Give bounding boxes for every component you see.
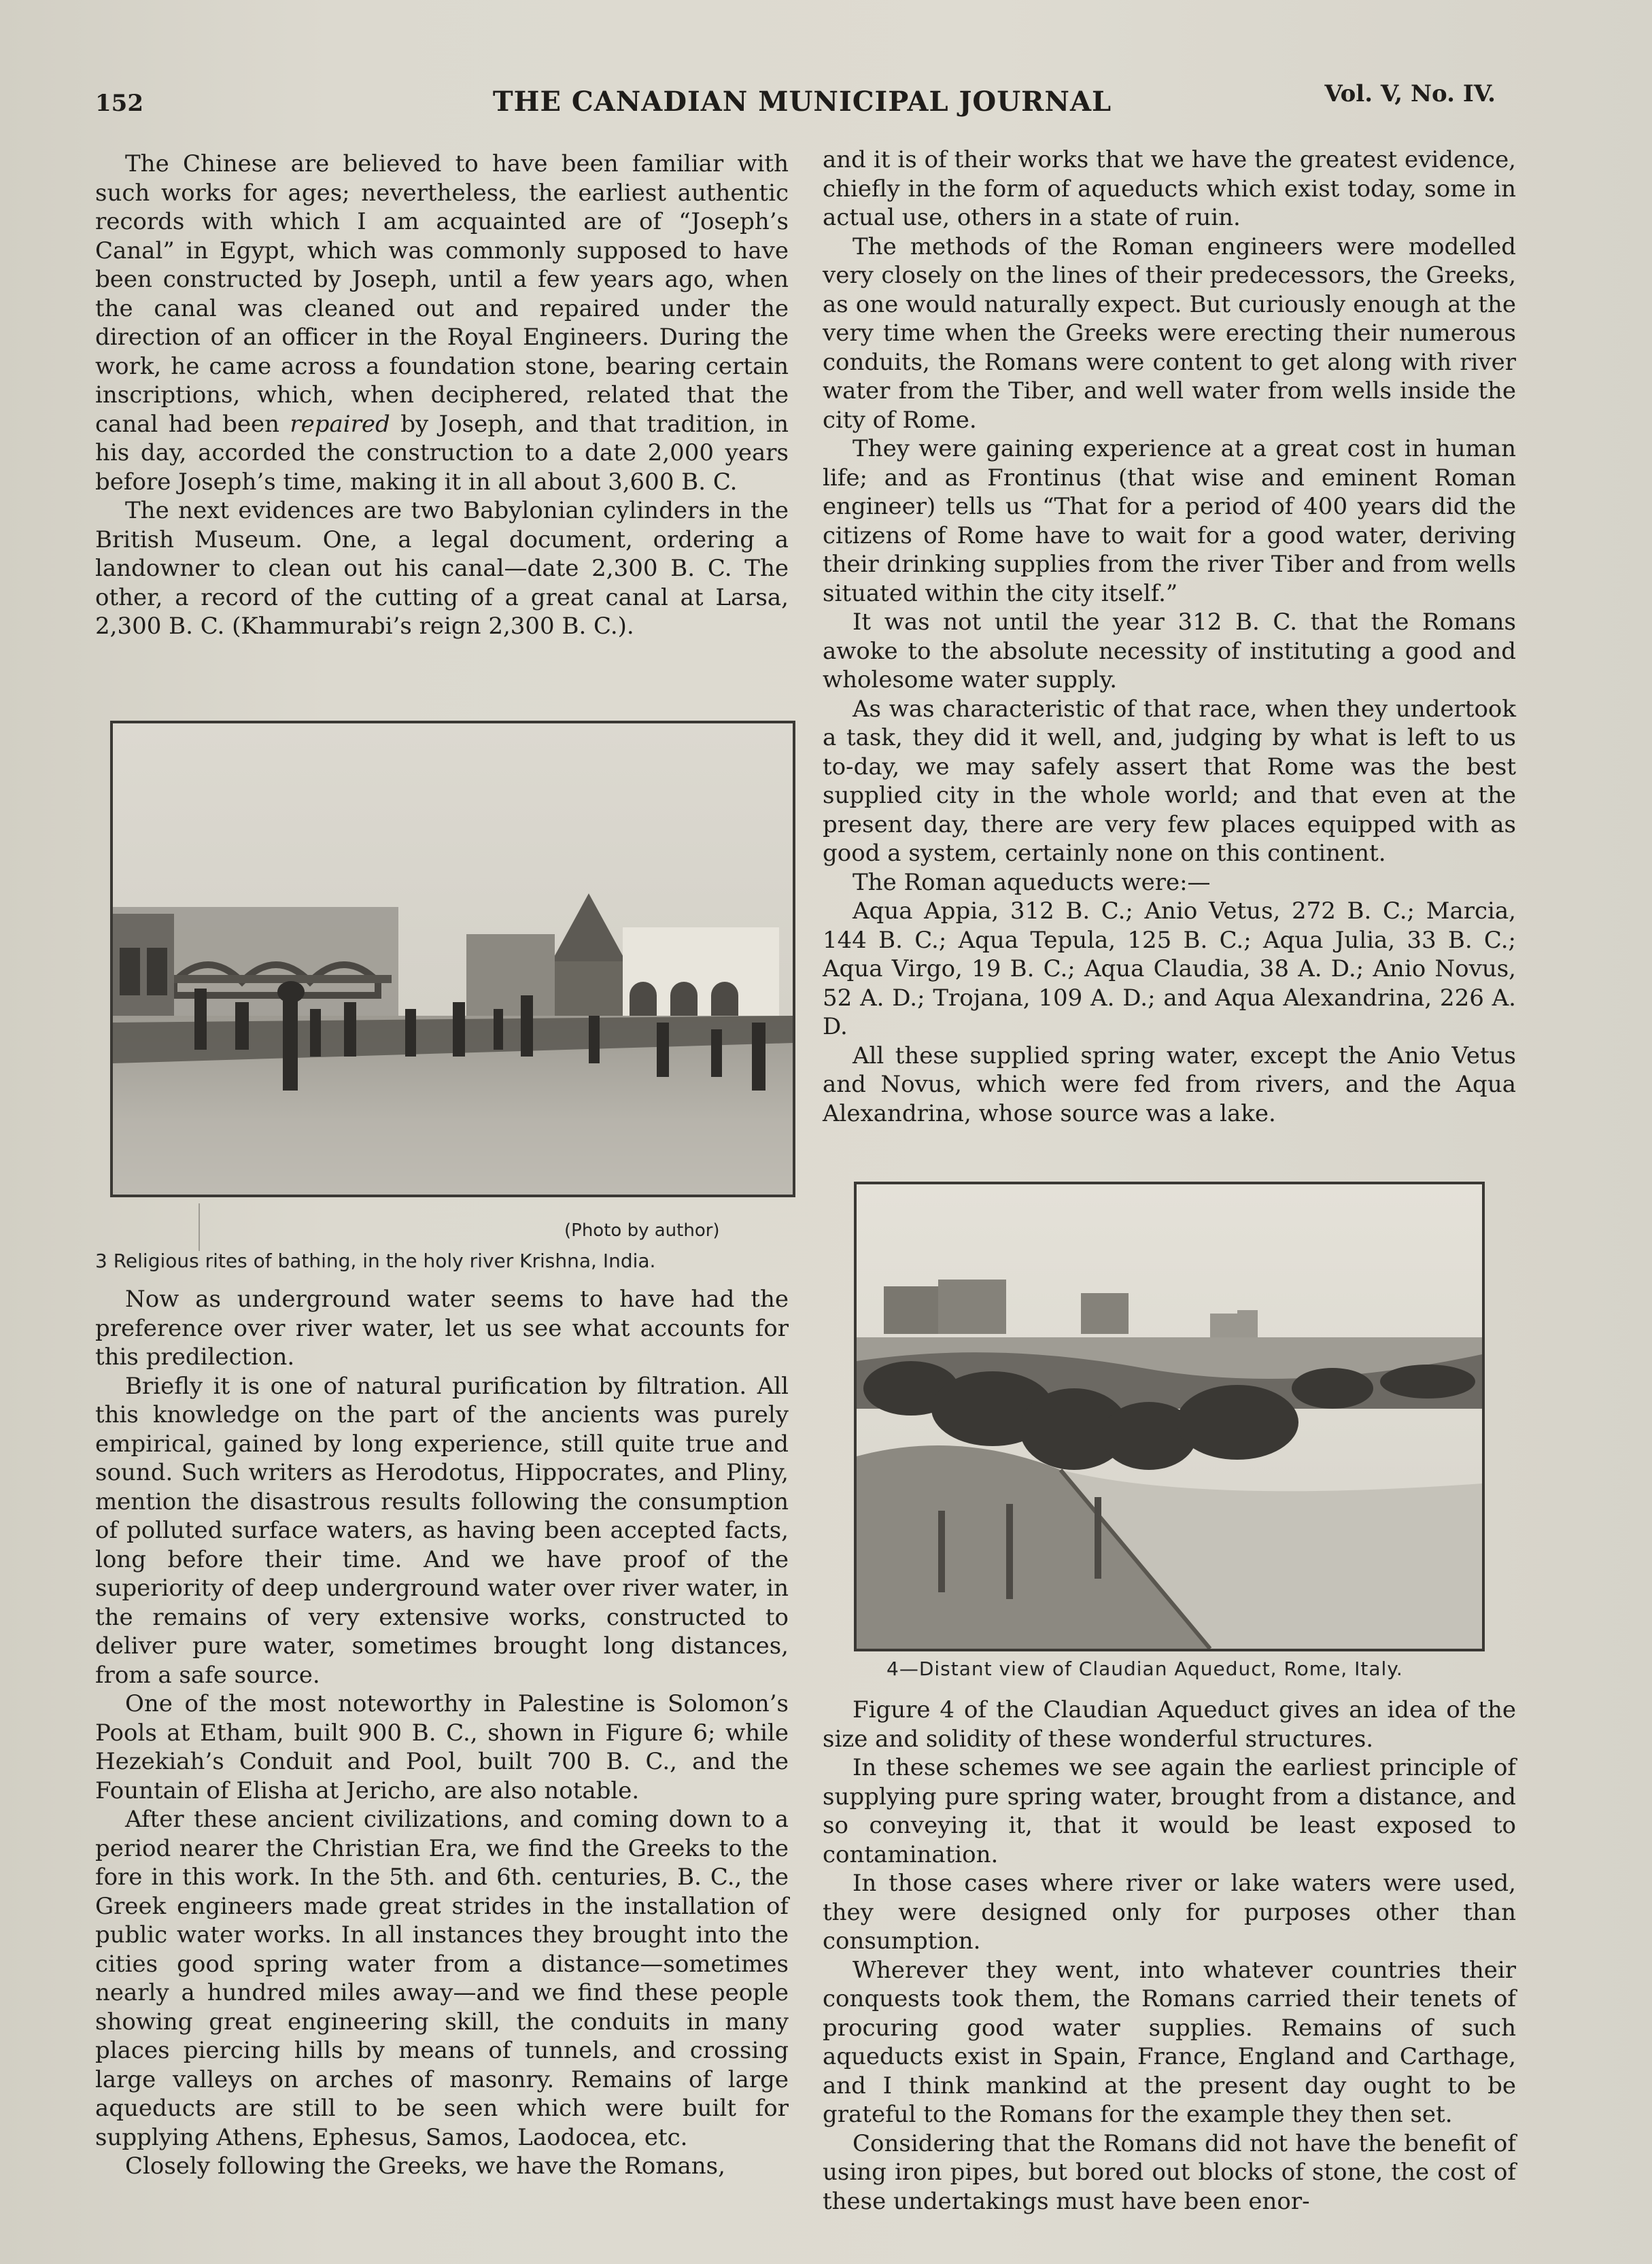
paragraph: Closely following the Greeks, we have the Romans, xyxy=(125,2152,725,2180)
paragraph: The next evidences are two Babylonian cylinders in the British Museum. One, a legal document, ordering a landowner to clean out his canal—date 2,300 B. C. The other, a record of the cutting of a great canal at Larsa, 2,300 B. C. (Khammurabi’s reign 2,300 B. C.). xyxy=(95,497,789,640)
paragraph: Briefly it is one of natural purification by filtration. All this knowledge on the part of the ancients was purely empirical, gained by long experience, still quite true and sound. Such writers as Herodotus, Hippocrates, and Pliny, mention the disastrous results following the consumption of polluted surface waters, as having been accepted facts, long before their time. And we have proof of the superiority of deep underground water over river water, in the remains of very extensive works, constructed to deliver pure water, sometimes brought long distances, from a safe source. xyxy=(95,1372,789,1689)
caption-rule xyxy=(199,1203,200,1251)
paragraph xyxy=(95,150,789,496)
page-header xyxy=(95,80,1509,121)
bathing-river-photo xyxy=(113,723,793,1195)
paragraph: All these supplied spring water, except the Anio Vetus and Novus, which were fed from rivers, and the Aqua Alexandrina, whose source was a lake. xyxy=(823,1042,1516,1127)
paragraph: After these ancient civilizations, and coming down to a period nearer the Christian Era, we find the Greeks to the fore in this work. In the 5th. and 6th. centuries, B. C., the Greek engineers made great strides in the installation of public water works. In all instances they brought into the cities good spring water from a distance—sometimes nearly a hundred miles away—and we find these people showing great engineering skill, the conduits in many places piercing hills by means of tunnels, and crossing large valleys on arches of masonry. Remains of large aqueducts are still to be seen which were built for supplying Athens, Ephesus, Samos, Laodocea, etc. xyxy=(95,1806,789,2151)
page-number: 152 xyxy=(95,90,143,117)
left-column-lower xyxy=(95,1285,789,2181)
paragraph: Considering that the Romans did not have the benefit of using iron pipes, but bored out blocks of stone, the cost of these undertakings must have been enor- xyxy=(823,2129,1516,2215)
left-column xyxy=(95,150,789,641)
paragraph: and it is of their works that we have the greatest evidence, chiefly in the form of aqueducts which exist today, some in actual use, others in a state of ruin. xyxy=(823,146,1516,231)
volume-label: Vol. V, No. IV. xyxy=(1324,80,1496,107)
emphasis-text: repaired xyxy=(290,410,390,438)
paragraph: They were gaining experience at a great cost in human life; and as Frontinus (that wise and eminent Roman engineer) tells us “That for a period of 400 years did the citizens of Rome have to wait for a good water, deriving their drinking supplies from the river Tiber and from wells situated within the city itself.” xyxy=(823,435,1516,607)
paragraph: Now as underground water seems to have had the preference over river water, let us see what accounts for this predilection. xyxy=(95,1286,789,1371)
right-column xyxy=(823,145,1516,1128)
figure-3-photo xyxy=(110,721,795,1197)
paragraph: In these schemes we see again the earliest principle of supplying pure spring water, brought from a distance, and so conveying it, that it would be least exposed to contamination. xyxy=(823,1754,1516,1868)
paragraph-text: by Joseph, and that tradition, in his day, accorded the construction to a date 2,000 years before Joseph’s time, making it in all about 3,600 B. C. xyxy=(95,410,789,496)
paragraph: It was not until the year 312 B. C. that the Romans awoke to the absolute necessity of instituting a good and wholesome water supply. xyxy=(823,608,1516,693)
paragraph: In those cases where river or lake waters were used, they were designed only for purposes other than consumption. xyxy=(823,1870,1516,1955)
figure-3-caption: 3 Religious rites of bathing, in the holy river Krishna, India. xyxy=(95,1250,656,1272)
aqueduct-landscape-photo xyxy=(857,1184,1482,1649)
paragraph: The Roman aqueducts were:— xyxy=(853,868,1211,896)
photo-credit: (Photo by author) xyxy=(564,1220,720,1241)
paragraph: Figure 4 of the Claudian Aqueduct gives an idea of the size and solidity of these wonderful structures. xyxy=(823,1696,1516,1753)
aqueduct-list: Aqua Appia, 312 B. C.; Anio Vetus, 272 B. C.; Marcia, 144 B. C.; Aqua Tepula, 125 B. C.; Aqua Julia, 33 B. C.; Aqua Virgo, 19 B. C.; Aqua Claudia, 38 A. D.; Anio Novus, 52 A. D.; Trojana, 109 A. D.; and Aqua Alexandrina, 226 A. D. xyxy=(823,897,1516,1040)
paragraph: Wherever they went, into whatever countries their conquests took them, the Romans carried their tenets of procuring good water supplies. Remains of such aqueducts exist in Spain, France, England and Carthage, and I think mankind at the present day ought to be grateful to the Romans for the example they then set. xyxy=(823,1956,1516,2128)
figure-4-caption: 4—Distant view of Claudian Aqueduct, Rome, Italy. xyxy=(887,1658,1403,1680)
journal-title: THE CANADIAN MUNICIPAL JOURNAL xyxy=(492,86,1112,118)
paragraph: One of the most noteworthy in Palestine is Solomon’s Pools at Etham, built 900 B. C., shown in Figure 6; while Hezekiah’s Conduit and Pool, built 700 B. C., and the Fountain of Elisha at Jericho, are also notable. xyxy=(95,1690,789,1804)
right-column-lower xyxy=(823,1696,1516,2216)
paragraph-text: The Chinese are believed to have been familiar with such works for ages; nevertheless, the earliest authentic records with which I am acquainted are of “Joseph’s Canal” in Egypt, which was commonly supposed to have been constructed by Joseph, until a few years ago, when the canal was cleaned out and repaired under the direction of an officer in the Royal Engineers. During the work, he came across a foundation stone, bearing certain inscriptions, which, when deciphered, related that the canal had been xyxy=(95,150,789,438)
paragraph: The methods of the Roman engineers were modelled very closely on the lines of their predecessors, the Greeks, as one would naturally expect. But curiously enough at the very time when the Greeks were erecting their numerous conduits, the Romans were content to get along with river water from the Tiber, and well water from wells inside the city of Rome. xyxy=(823,233,1516,434)
figure-4-photo xyxy=(854,1182,1485,1651)
paragraph: As was characteristic of that race, when they undertook a task, they did it well, and, judging by what is left to us to-day, we may safely assert that Rome was the best supplied city in the whole world; and that even at the present day, there are very few places equipped with as good a system, certainly none on this continent. xyxy=(823,695,1516,867)
